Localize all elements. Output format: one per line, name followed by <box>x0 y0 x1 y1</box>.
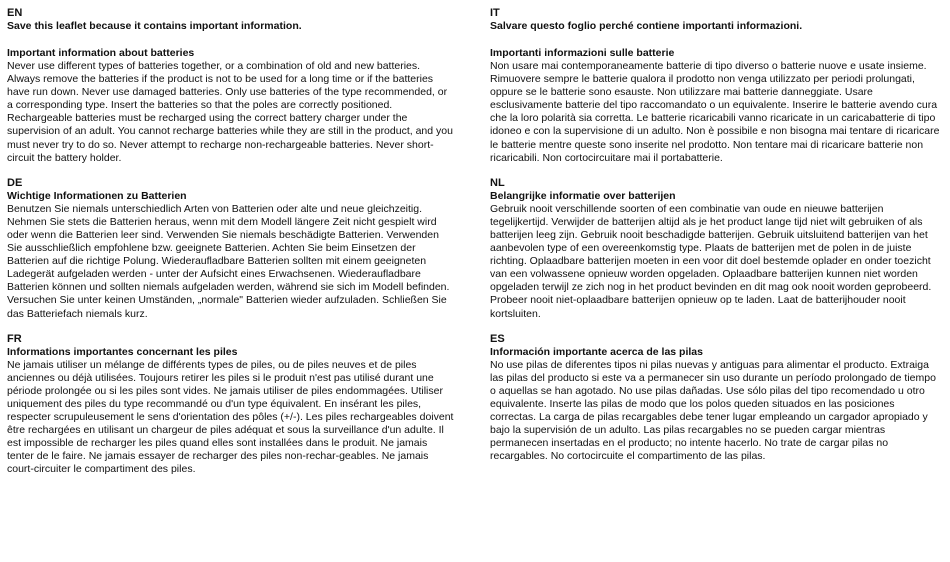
section-es <box>490 333 942 464</box>
section-en <box>7 7 455 165</box>
section-body-fr: Ne jamais utiliser un mélange de différents types de piles, ou de piles neuves et de piles anciennes ou déjà utilisées. Toujours retirer les piles si le produit n'est pas utilisé durant une période prolongée ou si les piles sont vides. Ne jamais utiliser de piles endommagées. Utiliser uniquement des piles du type recommandé ou d'un type équivalent. En insérant les piles, respecter scrupuleusement le sens d'orientation des pôles (+/-). Les piles rechargeables doivent être rechargées en utilisant un chargeur de piles adéquat et sous la surveillance d'un adulte. Il est impossible de recharger les piles quand elles sont installées dans le produit. Ne jamais tenter de le faire. Ne jamais essayer de recharger des piles non-rechar-geables. Ne jamais court-circuiter le compartiment des piles. <box>7 358 454 476</box>
language-code-it: IT <box>490 7 500 19</box>
section-heading-it: Importanti informazioni sulle batterie <box>490 47 675 59</box>
language-code-de: DE <box>7 176 23 189</box>
section-heading-es: Información importante acerca de las pilas <box>490 345 703 358</box>
section-heading-de: Wichtige Informationen zu Batterien <box>7 189 187 202</box>
left-column <box>7 7 455 488</box>
section-it <box>490 7 942 165</box>
section-heading-nl: Belangrijke informatie over batterijen <box>490 189 676 202</box>
language-code-fr: FR <box>7 332 22 345</box>
section-body-es: No use pilas de diferentes tipos ni pilas nuevas y antiguas para alimentar el producto. Extraiga las pilas del producto si este va a permanecer sin uso durante un período prolongado de tiempo o aquellas se han agotado. No use pilas dañadas. Use sólo pilas del tipo recomendado u otro equivalente. Inserte las pilas de modo que los polos queden situados en las posiciones correctas. La carga de pilas recargables debe tener lugar empleando un cargador apropiado y bajo la supervisión de un adulto. Las pilas recargables no se pueden cargar mientras permanecen insertadas en el producto; no intente hacerlo. No trate de cargar pilas no recargables. No cortocircuite el compartimento de las pilas. <box>490 358 936 463</box>
section-nl <box>490 177 942 321</box>
section-body-it: Non usare mai contemporaneamente batterie di tipo diverso o batterie nuove e usate insieme. Rimuovere sempre le batterie qualora il prodotto non venga utilizzato per periodi prolungati, oppure se le batterie sono esauste. Non utilizzare mai batterie danneggiate. Usare esclusivamente batterie del tipo raccomandato o un equivalente. Inserire le batterie avendo cura che la loro polarità sia corretta. Le batterie ricaricabili vanno ricaricate in un caricabatterie di tipo idoneo e con la supervisione di un adulto. Non è possibile e non bisogna mai tentare di ricaricare le batterie mentre queste sono inserite nel prodotto. Non tentare mai di ricaricare batterie non ricaricabili. Non cortocircuitare mai il portabatterie. <box>490 60 940 164</box>
section-heading-en: Important information about batteries <box>7 47 195 59</box>
section-heading-fr: Informations importantes concernant les piles <box>7 345 238 358</box>
section-de <box>7 177 455 321</box>
language-code-en: EN <box>7 7 23 19</box>
section-fr <box>7 333 455 477</box>
section-body-en: Never use different types of batteries together, or a combination of old and new batteries. Always remove the batteries if the product is not to be used for a long time or if the batteries have run down. Never use damaged batteries. Only use batteries of the type recommended, or a corresponding type. Insert the batteries so that the poles are correctly positioned. Rechargeable batteries must be recharged using the correct battery charger under the supervision of an adult. You cannot recharge batteries while they are still in the product, and you must never try to do so. Never attempt to recharge non-rechargeable batteries. Never short-circuit the battery holder. <box>7 60 453 164</box>
section-body-nl: Gebruik nooit verschillende soorten of een combinatie van oude en nieuwe batterijen tegelijkertijd. Verwijder de batterijen altijd als je het product lange tijd niet wilt gebruiken of als batterijen leeg zijn. Gebruik nooit beschadigde batterijen. Gebruik uitsluitend batterijen van het aanbevolen type of een overeenkomstig type. Plaats de batterijen met de polen in de juiste richting. Oplaadbare batterijen moeten in een voor dit doel bestemde oplader en onder toezicht van een volwassene opnieuw worden opgeladen. Oplaadbare batterijen kunnen niet worden opgeladen terwijl ze zich nog in het product bevinden en dit mag ook nooit worden geprobeerd. Probeer nooit niet-oplaadbare batterijen opnieuw op te laden. Laat de batterijhouder nooit kortsluiten. <box>490 202 932 320</box>
leaflet-headline-en: Save this leaflet because it contains important information. <box>7 20 302 32</box>
language-code-es: ES <box>490 332 505 345</box>
leaflet-headline-it: Salvare questo foglio perché contiene importanti informazioni. <box>490 20 803 32</box>
language-code-nl: NL <box>490 176 505 189</box>
right-column <box>490 7 942 475</box>
section-body-de: Benutzen Sie niemals unterschiedlich Arten von Batterien oder alte und neue gleichzeitig. Nehmen Sie stets die Batterien heraus, wenn mit dem Modell längere Zeit nicht gespielt wird oder wenn die Batterien leer sind. Verwenden Sie niemals beschädigte Batterien. Verwenden Sie ausschließlich empfohlene bzw. geeignete Batterien. Achten Sie beim Einsetzen der Batterien auf die richtige Polung. Wiederaufladbare Batterien sollten mit einem geeigneten Ladegerät aufgeladen werden - unter der Aufsicht eines Erwachsenen. Wiederaufladbare Batterien können und sollten niemals aufgeladen werden, während sie sich im Modell befinden. Versuchen Sie unter keinen Umständen, „normale" Batterien wieder aufzuladen. Schließen Sie das Batteriefach niemals kurz. <box>7 202 450 320</box>
